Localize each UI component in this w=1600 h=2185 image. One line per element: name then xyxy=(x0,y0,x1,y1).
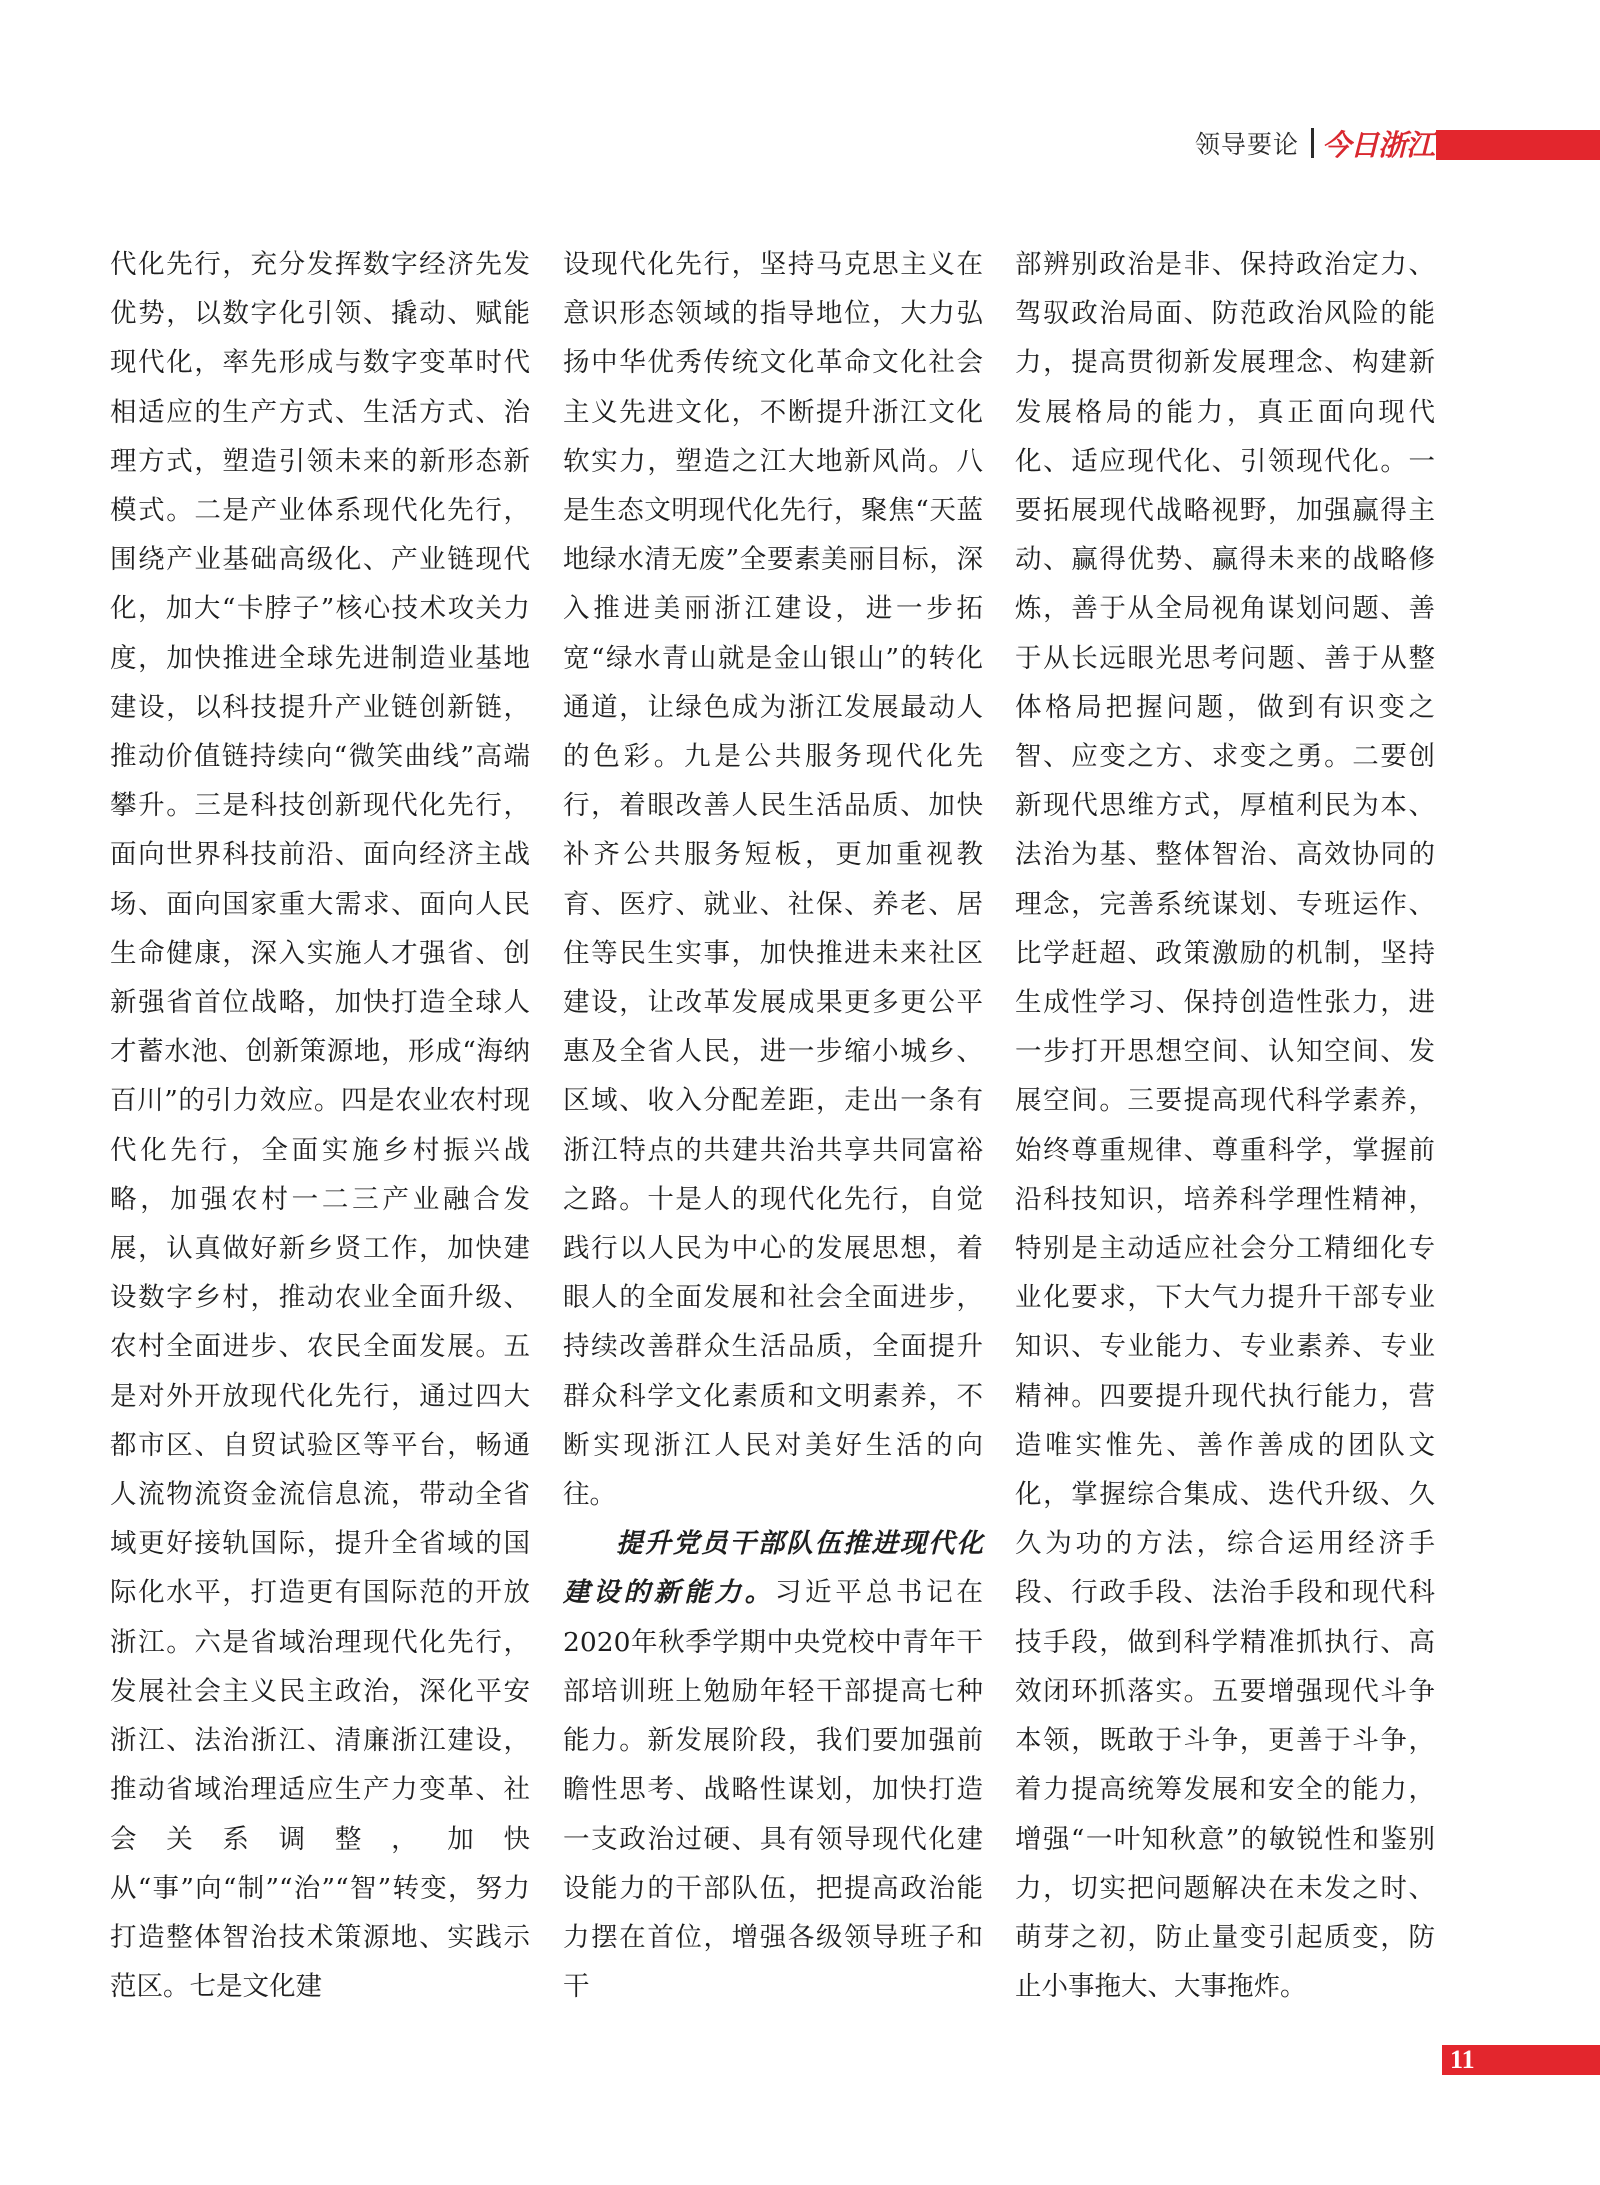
article-column-2 xyxy=(563,240,983,2011)
article-column-1 xyxy=(110,240,530,2011)
paragraph-lead: 提升党员干部队伍推进现代化建设的新能力。 xyxy=(563,1528,983,1609)
brand-logo: 今日浙江 xyxy=(1322,127,1435,162)
paragraph: 部辨别政治是非、保持政治定力、驾驭政治局面、防范政治风险的能力，提高贯彻新发展理念、构建新发展格局的能力，真正面向现代化、适应现代化、引领现代化。一要拓展现代战略视野，加强赢得主动、赢得优势、赢得未来的战略修炼，善于从全局视角谋划问题、善于从长远眼光思考问题、善于从整体格局把握问题，做到有识变之智、应变之方、求变之勇。二要创新现代思维方式，厚植利民为本、法治为基、整体智治、高效协同的理念，完善系统谋划、专班运作、比学赶超、政策激励的机制，坚持生成性学习、保持创造性张力，进一步打开思想空间、认知空间、发展空间。三要提高现代科学素养，始终尊重规律、尊重科学，掌握前沿科技知识，培养科学理性精神，特别是主动适应社会分工精细化专业化要求，下大气力提升干部专业知识、专业能力、专业素养、专业精神。四要提升现代执行能力，营造唯实惟先、善作善成的团队文化，掌握综合集成、迭代升级、久久为功的方法，综合运用经济手段、行政手段、法治手段和现代科技手段，做到科学精准抓执行、高效闭环抓落实。五要增强现代斗争本领，既敢于斗争，更善于斗争，着力提高统筹发展和安全的能力，增强“一叶知秋意”的敏锐性和鉴别力，切实把问题解决在未发之时、萌芽之初，防止量变引起质变，防止小事拖大、大事拖炸。 xyxy=(1015,249,1435,2003)
paragraph: 代化先行，充分发挥数字经济先发优势，以数字化引领、撬动、赋能现代化，率先形成与数字变革时代相适应的生产方式、生活方式、治理方式，塑造引领未来的新形态新模式。二是产业体系现代化先行，围绕产业基础高级化、产业链现代化，加大“卡脖子”核心技术攻关力度，加快推进全球先进制造业基地建设，以科技提升产业链创新链，推动价值链持续向“微笑曲线”高端攀升。三是科技创新现代化先行，面向世界科技前沿、面向经济主战场、面向国家重大需求、面向人民生命健康，深入实施人才强省、创新强省首位战略，加快打造全球人才蓄水池、创新策源地，形成“海纳百川”的引力效应。四是农业农村现代化先行，全面实施乡村振兴战略，加强农村一二三产业融合发展，认真做好新乡贤工作，加快建设数字乡村，推动农业全面升级、农村全面进步、农民全面发展。五是对外开放现代化先行，通过四大都市区、自贸试验区等平台，畅通人流物流资金流信息流，带动全省域更好接轨国际，提升全省域的国际化水平，打造更有国际范的开放浙江。六是省域治理现代化先行，发展社会主义民主政治，深化平安浙江、法治浙江、清廉浙江建设，推动省域治理适应生产力变革、社会关系调整，加快从“事”向“制”“治”“智”转变，努力打造整体智治技术策源地、实践示范区。七是文化建 xyxy=(110,249,530,2003)
header-divider xyxy=(1311,128,1314,158)
paragraph xyxy=(563,1519,983,2011)
section-name: 领导要论 xyxy=(1195,130,1300,159)
page-number: 11 xyxy=(1450,2045,1475,2074)
header-red-bar xyxy=(1436,130,1600,160)
paragraph: 设现代化先行，坚持马克思主义在意识形态领域的指导地位，大力弘扬中华优秀传统文化革命文化社会主义先进文化，不断提升浙江文化软实力，塑造之江大地新风尚。八是生态文明现代化先行，聚焦“天蓝地绿水清无废”全要素美丽目标，深入推进美丽浙江建设，进一步拓宽“绿水青山就是金山银山”的转化通道，让绿色成为浙江发展最动人的色彩。九是公共服务现代化先行，着眼改善人民生活品质、加快补齐公共服务短板，更加重视教育、医疗、就业、社保、养老、居住等民生实事，加快推进未来社区建设，让改革发展成果更多更公平惠及全省人民，进一步缩小城乡、区域、收入分配差距，走出一条有浙江特点的共建共治共享共同富裕之路。十是人的现代化先行，自觉践行以人民为中心的发展思想，着眼人的全面发展和社会全面进步，持续改善群众生活品质，全面提升群众科学文化素质和文明素养，不断实现浙江人民对美好生活的向往。 xyxy=(563,249,983,1511)
page-number-bar xyxy=(1442,2045,1600,2075)
page-header xyxy=(1195,125,1442,161)
paragraph-body: 习近平总书记在2020年秋季学期中央党校中青年干部培训班上勉励年轻干部提高七种能力。新发展阶段，我们要加强前瞻性思考、战略性谋划，加快打造一支政治过硬、具有领导现代化建设能力的干部队伍，把提高政治能力摆在首位，增强各级领导班子和干 xyxy=(563,1577,984,2003)
article-column-3 xyxy=(1015,240,1435,2011)
